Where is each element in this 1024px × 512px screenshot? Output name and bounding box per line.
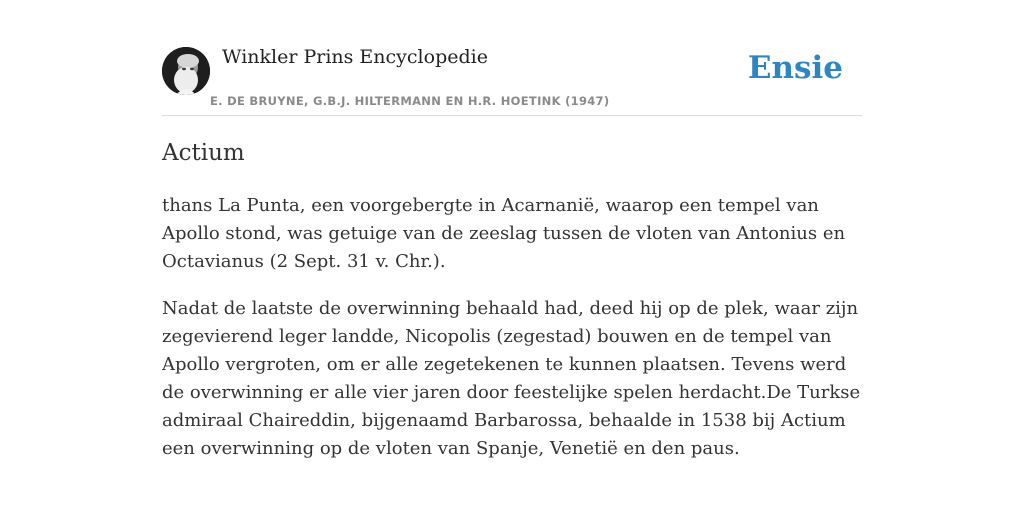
author-portrait-icon <box>162 47 210 95</box>
site-name[interactable]: Winkler Prins Encyclopedie <box>222 46 488 68</box>
page <box>162 0 862 459</box>
article-body <box>162 192 862 482</box>
authors-credit: E. DE BRUYNE, G.B.J. HILTERMANN EN H.R. HOETINK (1947) <box>210 94 610 108</box>
article-title: Actium <box>162 140 245 166</box>
header <box>162 0 862 116</box>
ensie-logo[interactable]: Ensie <box>747 50 843 86</box>
author-avatar[interactable] <box>162 47 210 95</box>
article-paragraph: Nadat de laatste de overwinning behaald had, deed hij op de plek, waar zijn zegevierend leger landde, Nicopolis (zegestad) bouwen en de tempel van Apollo vergroten, om er alle zegetekenen te kunnen plaatsen. Tevens werd de overwinning er alle vier jaren door feestelijke spelen herdacht.De Turkse admiraal Chaireddin, bijgenaamd Barbarossa, behaalde in 1538 bij Actium een overwinning op de vloten van Spanje, Venetië en den paus. <box>162 298 861 459</box>
article-paragraph: thans La Punta, een voorgebergte in Acarnanië, waarop een tempel van Apollo stond, was getuige van de zeeslag tussen de vloten van Antonius en Octavianus (2 Sept. 31 v. Chr.). <box>162 195 846 272</box>
